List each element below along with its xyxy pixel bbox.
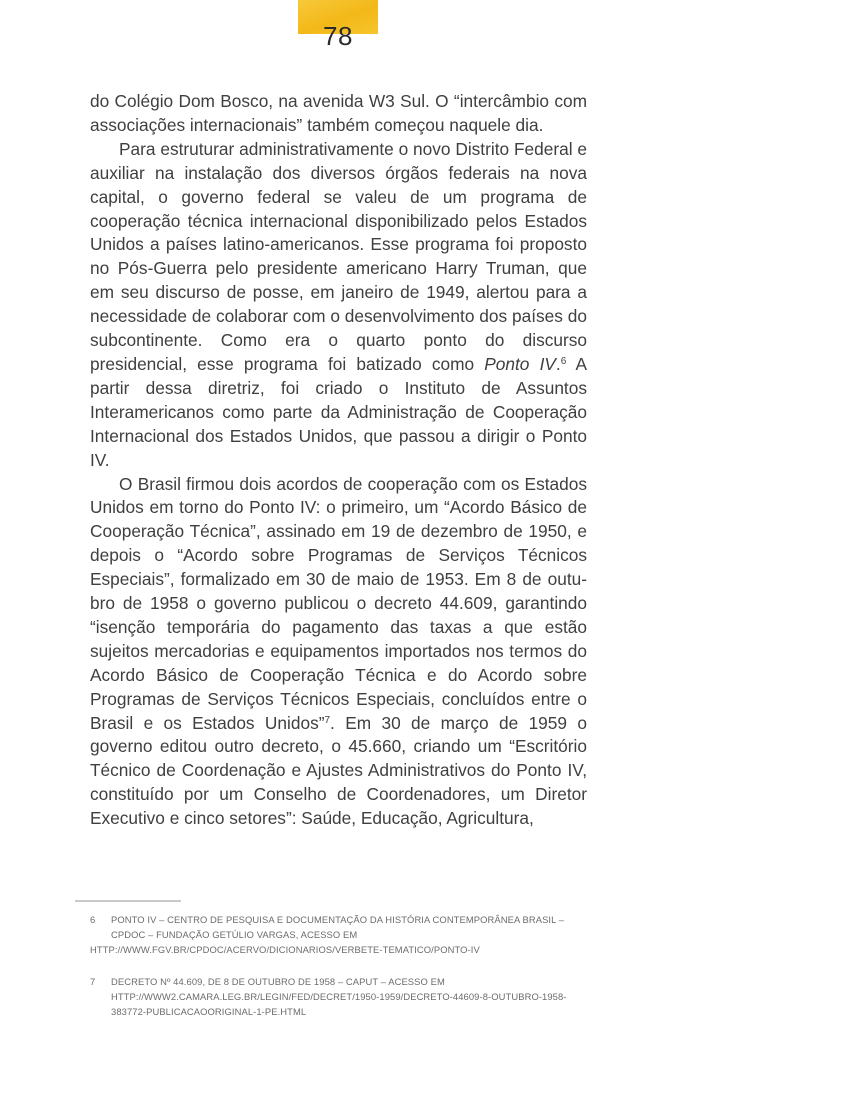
footnote-text: DECRETO Nº 44.609, DE 8 DE OUTUBRO DE 1958 – CAPUT – ACESSO EM HTTP://WWW2.CAMARA.LEG.BR/LEGIN/FED/DECRET/1950-1959/DECRETO-44609-8-OUTUBRO-1958-383772-PUBLICACAOORIGINAL-1-PE.HTML <box>111 976 567 1017</box>
footnote-number: 7 <box>90 976 96 987</box>
page-number: 78 <box>323 21 353 51</box>
paragraph-3-text: O Brasil firmou dois acordos de cooperação com os Estados Unidos em torno do Ponto IV: o primeiro, um “Acordo Básico de Cooperação Técnica”, assinado em 19 de dezembro de 1950, e depois o “Acordo sobre Programas de Serviços Técnicos Especiais”, formalizado em 30 de maio de 1953. Em 8 de outubro de 1958 o governo publicou o decreto 44.609, garantindo “isenção temporária do pagamento das taxas a que estão sujeitos mercadorias e equipamentos importados nos termos do Acordo Básico de Cooperação Técnica e do Acordo sobre Programas de Serviços Técnicos Especiais, concluídos entre o Brasil e os Estados Unidos” <box>90 473 587 733</box>
paragraph-3 <box>90 473 587 832</box>
footnote-number: 6 <box>90 914 96 925</box>
footnote-6 <box>90 912 590 957</box>
footnote-ref-6[interactable]: 6 <box>560 355 567 367</box>
paragraph-2-text: Para estruturar administrativamente o novo Distrito Federal e auxiliar na instalação dos diversos órgãos federais na nova capital, o governo federal se valeu de um programa de cooperação técnica internacional disponibilizado pelos Estados Unidos a países latino-americanos. Esse programa foi proposto no Pós-Guerra pelo presidente americano Harry Truman, que em seu discurso de posse, em janeiro de 1949, alertou para a necessidade de colaborar com o desenvolvimento dos países do subcontinente. Como era o quarto ponto do discurso presidencial, esse programa foi batizado como <box>90 138 587 374</box>
paragraph-1 <box>90 90 587 138</box>
footnote-link[interactable]: HTTP://WWW.FGV.BR/CPDOC/ACERVO/DICIONARIOS/VERBETE-TEMATICO/PONTO-IV <box>90 944 480 955</box>
footnote-ref-7[interactable]: 7 <box>324 714 331 726</box>
paragraph-2-italic-term: Ponto IV <box>484 353 556 374</box>
paragraph-1-text: do Colégio Dom Bosco, na avenida W3 Sul. O “intercâmbio com associações internacionais” também começou naquele dia. <box>90 91 587 135</box>
paragraph-2-period: . <box>555 353 561 374</box>
body-text <box>90 90 587 831</box>
paragraph-3-text-cont: . Em 30 de março de 1959 o governo editou outro decreto, o 45.660, criando um “Escritório Técnico de Coordenação e Ajustes Administrativos do Ponto IV, constituído por um Conselho de Coordenadores, um Diretor Executivo e cinco setores”: Saúde, Educação, Agricultura, <box>90 712 587 829</box>
footnote-7 <box>90 974 590 1019</box>
footnote-divider <box>75 900 181 902</box>
paragraph-2-text-cont: A partir dessa diretriz, foi criado o Instituto de Assuntos Interamericanos como parte da Administração de Cooperação Internacional dos Estados Unidos, que passou a dirigir o Ponto IV. <box>90 353 588 470</box>
paragraph-2 <box>90 138 587 473</box>
footnotes <box>90 912 590 1019</box>
footnote-text: PONTO IV – CENTRO DE PESQUISA E DOCUMENTAÇÃO DA HISTÓRIA CONTEMPORÂNEA BRASIL – CPDOC – FUNDAÇÃO GETÚLIO VARGAS, ACESSO EM <box>111 914 565 940</box>
